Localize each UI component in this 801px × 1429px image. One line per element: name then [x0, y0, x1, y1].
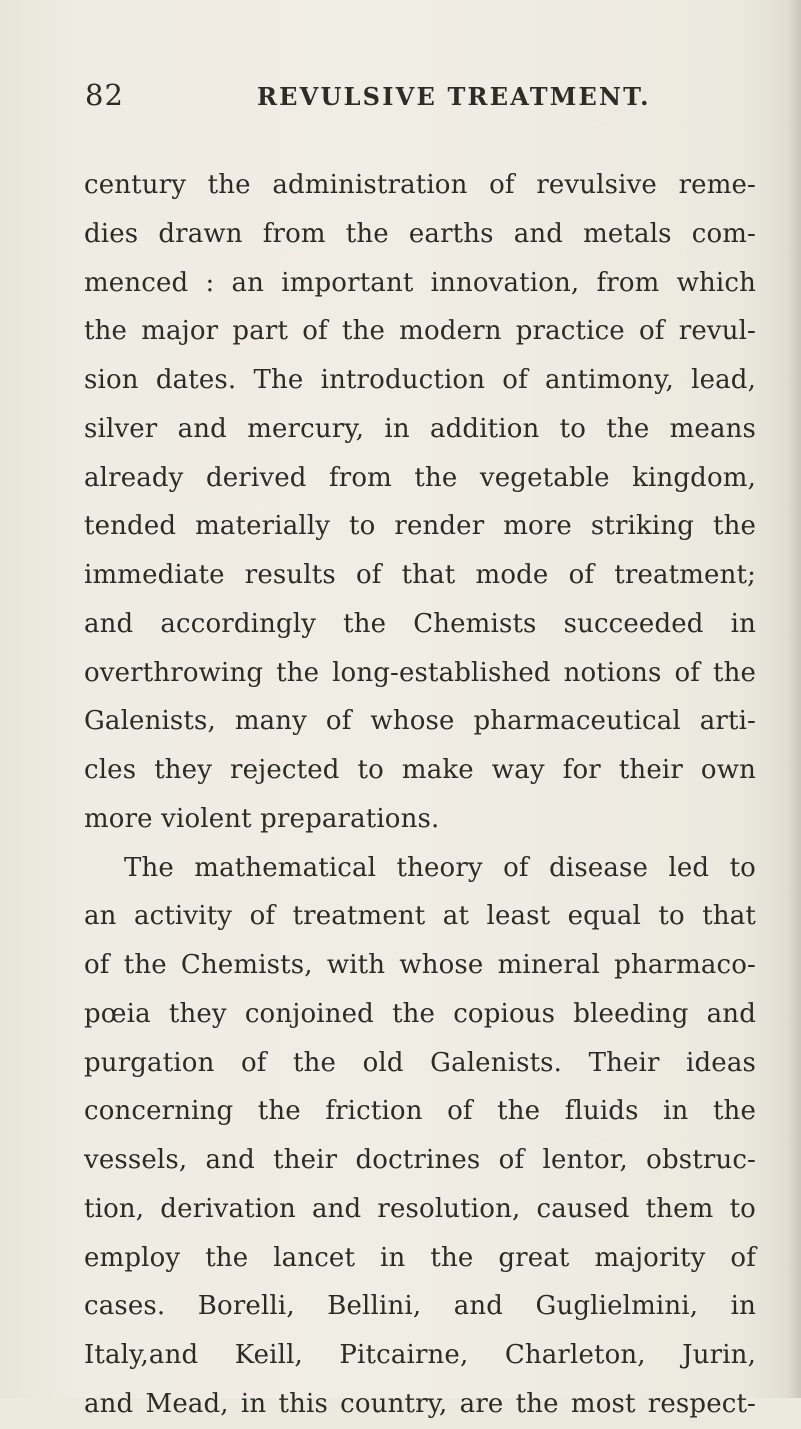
text-line: the major part of the modern practice of revul-	[84, 316, 756, 347]
text-line: immediate results of that mode of treatment;	[84, 560, 756, 590]
page-header	[85, 78, 745, 118]
text-line: vessels, and their doctrines of lentor, obstruc-	[84, 1145, 756, 1175]
text-line: Italy,and Keill, Pitcairne, Charleton, Jurin,	[84, 1340, 756, 1370]
text-line: concerning the friction of the fluids in the	[84, 1096, 756, 1127]
page-number: 82	[85, 78, 124, 112]
text-line: pœia they conjoined the copious bleeding and	[84, 998, 756, 1029]
text-line: silver and mercury, in addition to the means	[84, 413, 756, 444]
paragraph-start-line: The mathematical theory of disease led to	[124, 852, 756, 883]
text-line: overthrowing the long-established notions of the	[84, 657, 756, 688]
text-line: and accordingly the Chemists succeeded in	[84, 608, 756, 639]
text-line: of the Chemists, with whose mineral pharmaco-	[84, 950, 756, 980]
text-line: tion, derivation and resolution, caused them to	[84, 1193, 756, 1224]
text-line: sion dates. The introduction of antimony, lead,	[84, 365, 756, 395]
text-line: century the administration of revulsive reme-	[84, 170, 756, 200]
body-text	[84, 161, 756, 1429]
text-line: purgation of the old Galenists. Their ideas	[84, 1047, 756, 1078]
running-head: REVULSIVE TREATMENT.	[257, 82, 651, 111]
text-line: cles they rejected to make way for their own	[84, 755, 756, 785]
text-line: cases. Borelli, Bellini, and Guglielmini, in	[84, 1291, 756, 1322]
text-line: tended materially to render more striking the	[84, 511, 756, 542]
text-line: dies drawn from the earths and metals com-	[84, 218, 756, 249]
page-edge-shadow	[787, 0, 801, 1398]
text-line: Galenists, many of whose pharmaceutical arti-	[84, 706, 756, 737]
paragraph-end-line: more violent preparations.	[84, 803, 440, 834]
text-line: an activity of treatment at least equal to that	[84, 901, 756, 932]
text-line: already derived from the vegetable kingdom,	[84, 462, 756, 493]
text-line: employ the lancet in the great majority of	[84, 1242, 756, 1273]
text-line: and Mead, in this country, are the most respect-	[84, 1388, 756, 1419]
text-line: menced : an important innovation, from which	[84, 267, 756, 298]
